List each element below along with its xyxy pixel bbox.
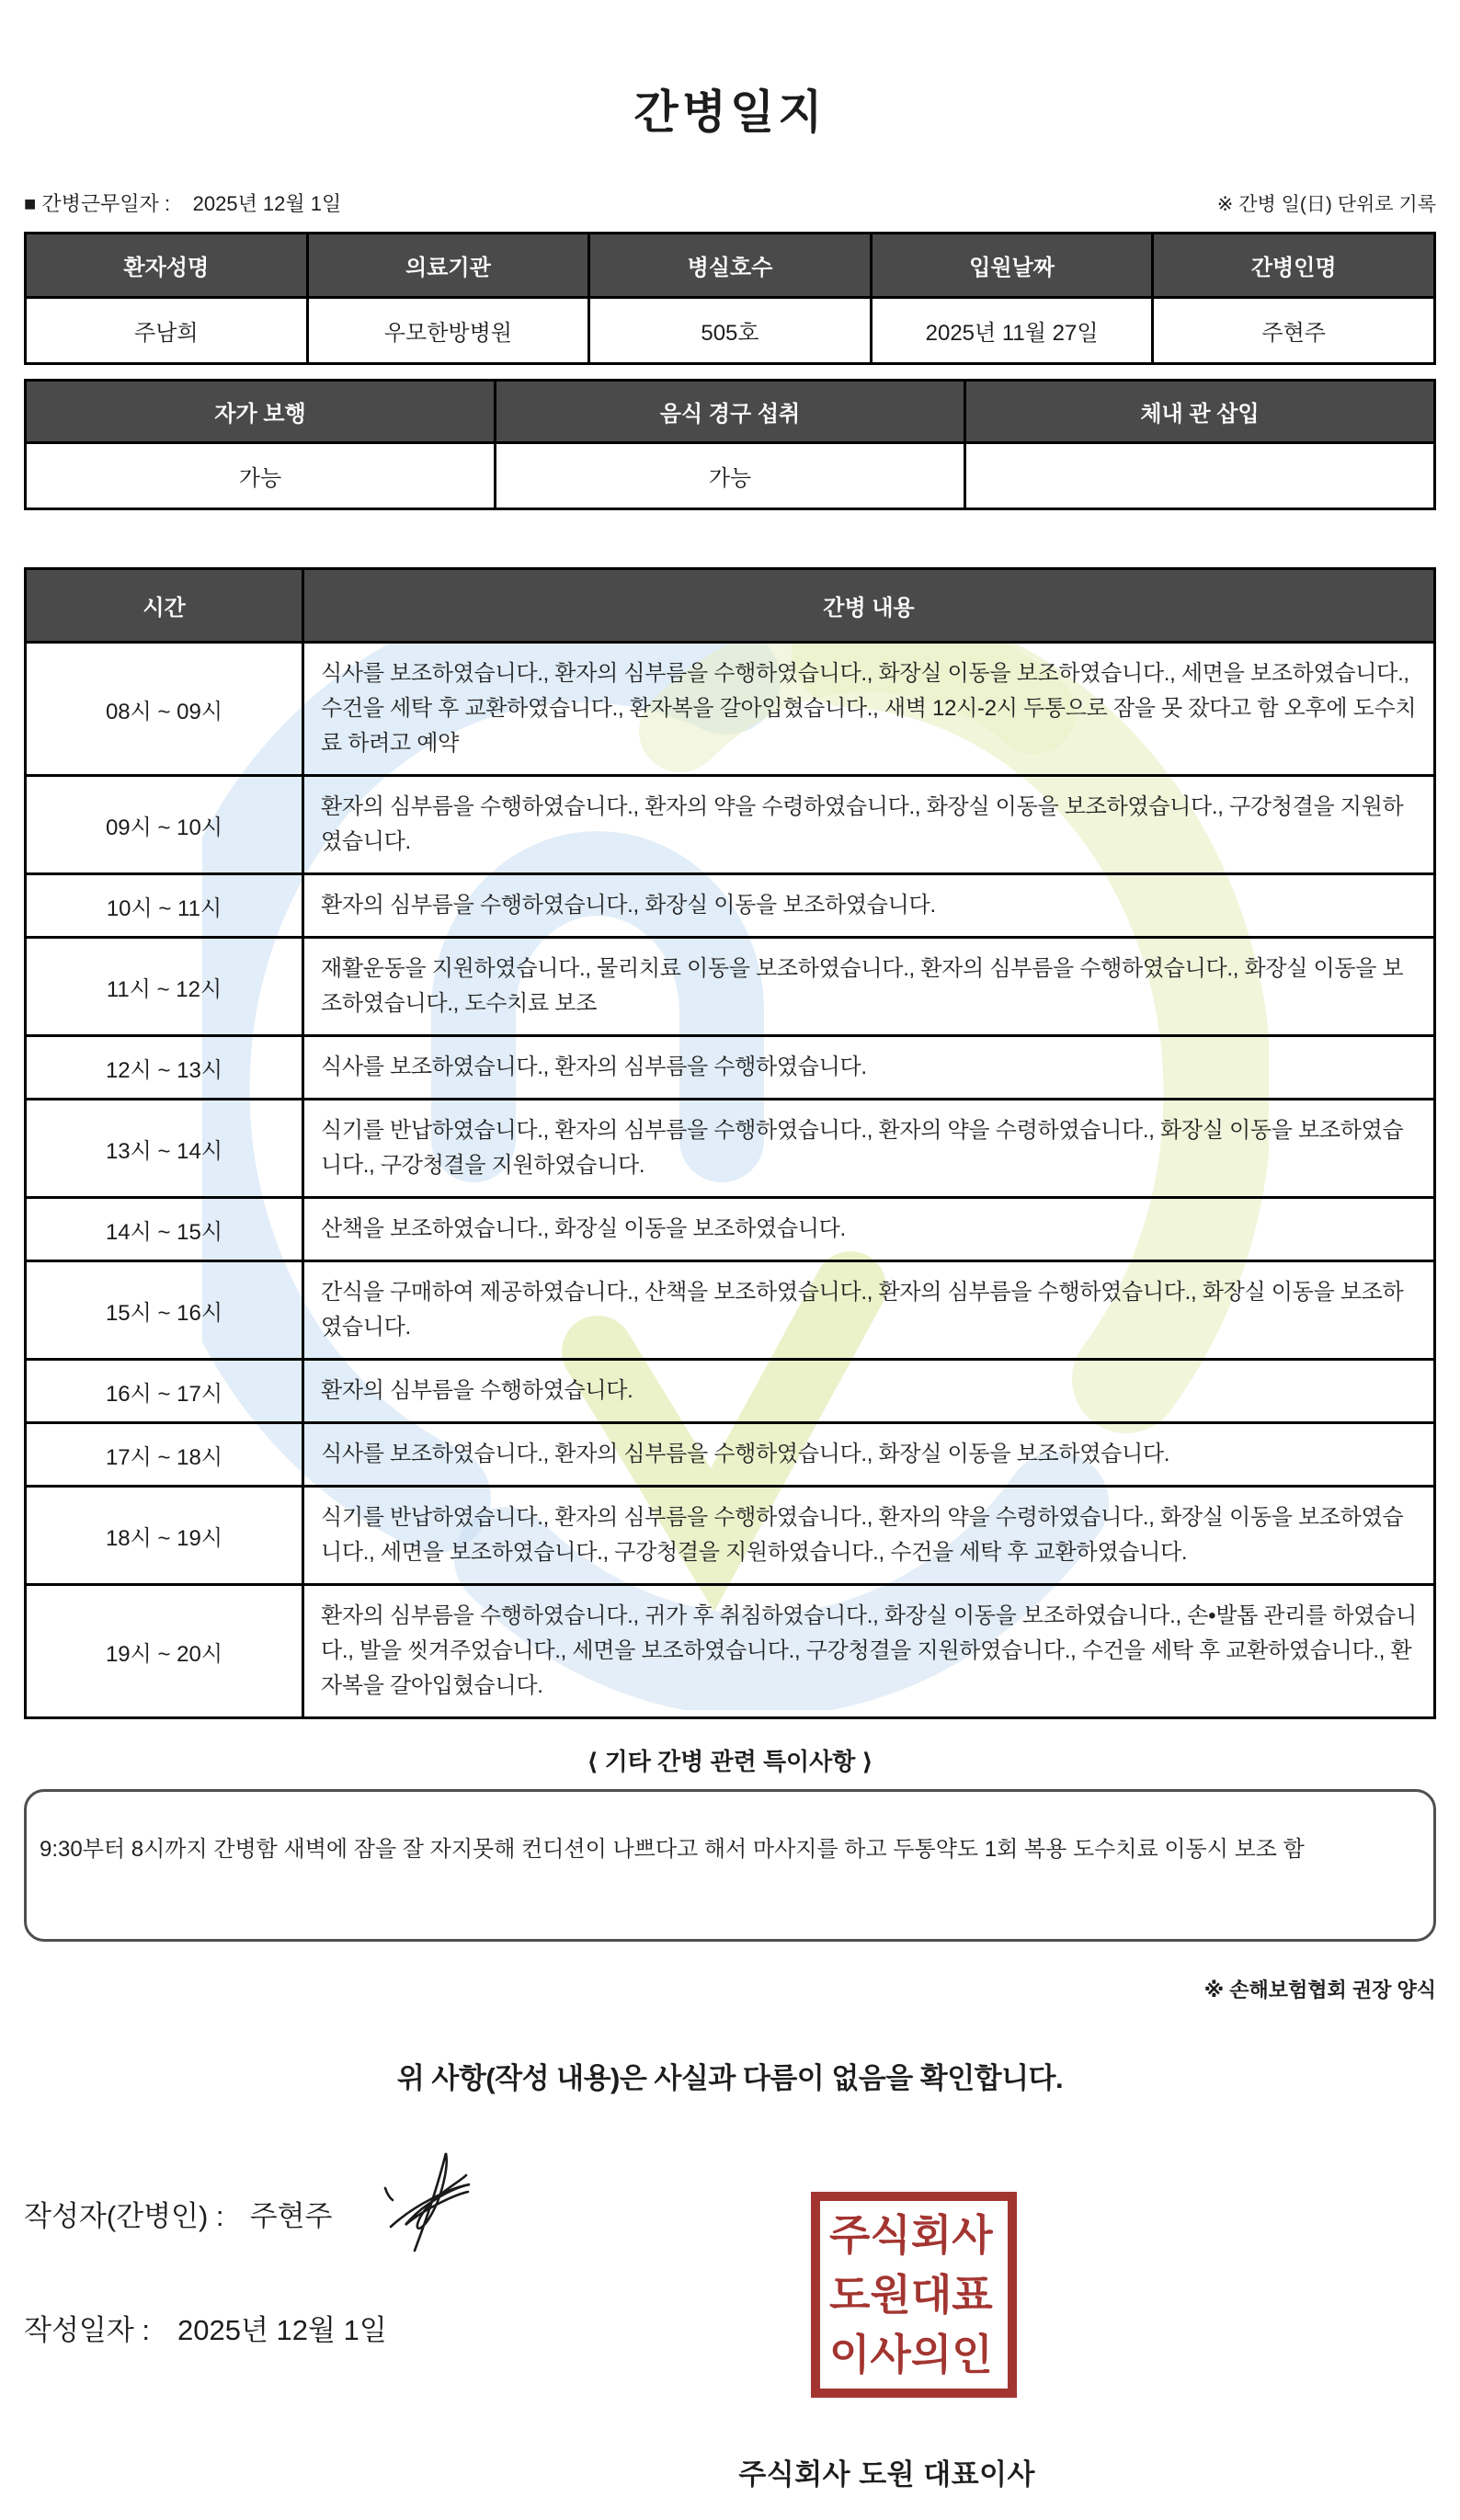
writer-line xyxy=(24,2161,1436,2266)
value-self-walking: 가능 xyxy=(26,443,496,509)
care-time: 18시 ~ 19시 xyxy=(26,1487,303,1585)
care-row xyxy=(26,1100,1435,1198)
care-time: 12시 ~ 13시 xyxy=(26,1036,303,1100)
care-time: 10시 ~ 11시 xyxy=(26,874,303,938)
care-header-row xyxy=(26,569,1435,643)
patient-info-table xyxy=(24,232,1436,365)
value-tube-inserted xyxy=(965,443,1435,509)
header-room-number: 병실호수 xyxy=(589,234,872,298)
care-content: 환자의 심부름을 수행하였습니다., 환자의 약을 수령하였습니다., 화장실 이동을 보조하였습니다., 구강청결을 지원하였습니다. xyxy=(303,776,1435,874)
stamp-row-2: 도원대표 xyxy=(829,2271,993,2319)
care-row xyxy=(26,1360,1435,1423)
care-content: 식사를 보조하였습니다., 환자의 심부름을 수행하였습니다., 화장실 이동을 보조하였습니다., 세면을 보조하였습니다., 수건을 세탁 후 교환하였습니다., 환자복을 갈아입혔습니다., 새벽 12시-2시 두통으로 잠을 못 잤다고 함 오후에 도수치료 하려고 예약 xyxy=(303,643,1435,776)
writer-label: 작성자(간병인) : xyxy=(24,2200,224,2232)
care-time: 17시 ~ 18시 xyxy=(26,1423,303,1487)
header-tube-inserted: 체내 관 삽입 xyxy=(965,381,1435,443)
notes-box xyxy=(24,1789,1436,1942)
caregiver-signature xyxy=(378,2148,479,2253)
care-row xyxy=(26,1261,1435,1360)
meta-row xyxy=(24,188,1436,217)
header-medical-institution: 의료기관 xyxy=(307,234,589,298)
stamp-row-3: 이사의인 xyxy=(829,2331,993,2378)
header-caregiver-name: 간병인명 xyxy=(1153,234,1435,298)
value-patient-name: 주남희 xyxy=(26,298,308,364)
care-content: 식기를 반납하였습니다., 환자의 심부름을 수행하였습니다., 환자의 약을 수령하였습니다., 화장실 이동을 보조하였습니다., 구강청결을 지원하였습니다. xyxy=(303,1100,1435,1198)
date-label: 작성일자 : xyxy=(24,2314,151,2346)
company-ceo-line: 주식회사 도원 대표이사 xyxy=(738,2458,1035,2491)
notes-section-title: ⟨ 기타 간병 관련 특이사항 ⟩ xyxy=(587,1748,873,1775)
care-row xyxy=(26,776,1435,874)
date-line xyxy=(24,2307,1436,2348)
company-stamp xyxy=(811,2192,1017,2398)
care-time: 09시 ~ 10시 xyxy=(26,776,303,874)
date-value: 2025년 12월 1일 xyxy=(177,2314,387,2346)
care-row xyxy=(26,874,1435,938)
care-time: 15시 ~ 16시 xyxy=(26,1261,303,1360)
value-admission-date: 2025년 11월 27일 xyxy=(871,298,1153,364)
care-row xyxy=(26,1036,1435,1100)
work-date-value: 2025년 12월 1일 xyxy=(192,192,342,215)
unit-note: ※ 간병 일(日) 단위로 기록 xyxy=(1216,194,1436,215)
value-medical-institution: 우모한방병원 xyxy=(307,298,589,364)
care-row xyxy=(26,1423,1435,1487)
care-time: 16시 ~ 17시 xyxy=(26,1360,303,1423)
care-content: 식사를 보조하였습니다., 환자의 심부름을 수행하였습니다., 화장실 이동을 보조하였습니다. xyxy=(303,1423,1435,1487)
confirmation-statement: 위 사항(작성 내용)은 사실과 다름이 없음을 확인합니다. xyxy=(396,2062,1064,2094)
status-value-row xyxy=(26,443,1435,509)
patient-info-header-row xyxy=(26,234,1435,298)
patient-info-value-row xyxy=(26,298,1435,364)
care-row xyxy=(26,938,1435,1036)
care-content: 환자의 심부름을 수행하였습니다. xyxy=(303,1360,1435,1423)
patient-status-table xyxy=(24,379,1436,510)
care-content: 환자의 심부름을 수행하였습니다., 귀가 후 취침하였습니다., 화장실 이동을 보조하였습니다., 손•발톱 관리를 하였습니다., 발을 씻겨주었습니다., 세면을 보조하였습니다., 구강청결을 지원하였습니다., 수건을 세탁 후 교환하였습니다., 환자복을 갈아입혔습니다. xyxy=(303,1585,1435,1718)
header-patient-name: 환자성명 xyxy=(26,234,308,298)
care-row xyxy=(26,643,1435,776)
header-time: 시간 xyxy=(26,569,303,643)
header-self-walking: 자가 보행 xyxy=(26,381,496,443)
care-content: 환자의 심부름을 수행하였습니다., 화장실 이동을 보조하였습니다. xyxy=(303,874,1435,938)
care-content: 식사를 보조하였습니다., 환자의 심부름을 수행하였습니다. xyxy=(303,1036,1435,1100)
writer-name: 주현주 xyxy=(249,2200,333,2232)
value-oral-intake: 가능 xyxy=(496,443,965,509)
care-log-table xyxy=(24,567,1436,1719)
header-oral-intake: 음식 경구 섭취 xyxy=(496,381,965,443)
care-row xyxy=(26,1487,1435,1585)
value-caregiver-name: 주현주 xyxy=(1153,298,1435,364)
care-row xyxy=(26,1198,1435,1261)
care-time: 08시 ~ 09시 xyxy=(26,643,303,776)
care-content: 재활운동을 지원하였습니다., 물리치료 이동을 보조하였습니다., 환자의 심부름을 수행하였습니다., 화장실 이동을 보조하였습니다., 도수치료 보조 xyxy=(303,938,1435,1036)
care-row xyxy=(26,1585,1435,1718)
value-room-number: 505호 xyxy=(589,298,872,364)
care-content: 산책을 보조하였습니다., 화장실 이동을 보조하였습니다. xyxy=(303,1198,1435,1261)
care-time: 14시 ~ 15시 xyxy=(26,1198,303,1261)
work-date-label: ■ 간병근무일자 : xyxy=(24,192,171,215)
form-standard-note: ※ 손해보험협회 권장 양식 xyxy=(1203,1978,1436,2001)
stamp-row-1: 주식회사 xyxy=(829,2211,993,2259)
notes-content: 9:30부터 8시까지 간병함 새벽에 잠을 잘 자지못해 컨디션이 나쁘다고 해서 마사지를 하고 두통약도 1회 복용 도수치료 이동시 보조 함 xyxy=(40,1837,1305,1862)
care-content: 간식을 구매하여 제공하였습니다., 산책을 보조하였습니다., 환자의 심부름을 수행하였습니다., 화장실 이동을 보조하였습니다. xyxy=(303,1261,1435,1360)
care-time: 13시 ~ 14시 xyxy=(26,1100,303,1198)
header-care-content: 간병 내용 xyxy=(303,569,1435,643)
care-time: 11시 ~ 12시 xyxy=(26,938,303,1036)
status-header-row xyxy=(26,381,1435,443)
care-content: 식기를 반납하였습니다., 환자의 심부름을 수행하였습니다., 환자의 약을 수령하였습니다., 화장실 이동을 보조하였습니다., 세면을 보조하였습니다., 구강청결을 지원하였습니다., 수건을 세탁 후 교환하였습니다. xyxy=(303,1487,1435,1585)
care-time: 19시 ~ 20시 xyxy=(26,1585,303,1718)
header-admission-date: 입원날짜 xyxy=(871,234,1153,298)
page-title: 간병일지 xyxy=(633,86,827,138)
work-date-line xyxy=(24,188,341,217)
